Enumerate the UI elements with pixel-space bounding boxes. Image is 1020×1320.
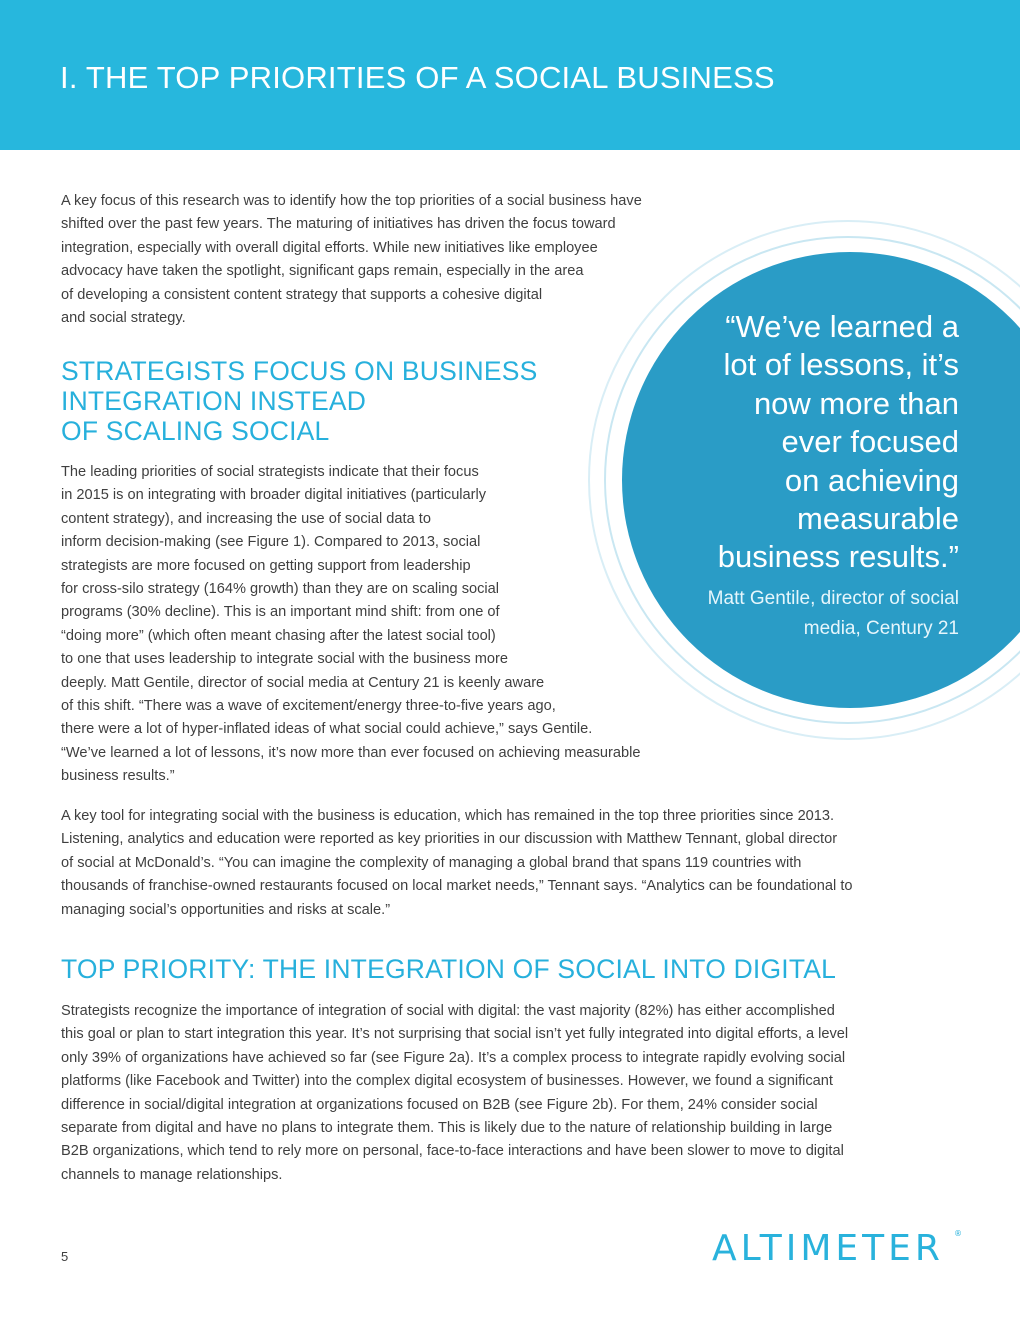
text-line: and social strategy. <box>61 310 186 327</box>
strategists-paragraph <box>61 461 640 789</box>
education-paragraph <box>61 805 853 922</box>
text-line: Listening, analytics and education were reported as key priorities in our discussion with Matthew Tennant, global director <box>61 831 838 848</box>
text-line: channels to manage relationships. <box>61 1166 283 1183</box>
attribution-line: Matt Gentile, director of social <box>707 588 959 609</box>
text-line: Strategists recognize the importance of integration of social with digital: the vast majority (82%) has either accomplished <box>61 1003 835 1019</box>
header-band <box>0 0 1020 150</box>
text-line: advocacy have taken the spotlight, significant gaps remain, especially in the area <box>61 263 584 280</box>
text-line: this goal or plan to start integration this year. It’s not surprising that social isn’t yet fully integrated into digital efforts, a level <box>61 1026 849 1043</box>
text-line: content strategy), and increasing the use of social data to <box>61 510 431 527</box>
integration-paragraph <box>61 1000 848 1187</box>
page-title: I. THE TOP PRIORITIES OF A SOCIAL BUSINESS <box>60 60 775 95</box>
text-line: “We’ve learned a lot of lessons, it’s now more than ever focused on achieving measurable <box>61 744 641 761</box>
text-line: separate from digital and have no plans to integrate them. This is likely due to the nature of relationship building in large <box>61 1120 833 1137</box>
text-line: A key tool for integrating social with the business is education, which has remained in the top three priorities since 2013. <box>61 808 835 824</box>
text-line: “doing more” (which often meant chasing after the latest social tool) <box>61 627 496 644</box>
text-line: managing social’s opportunities and risks at scale.” <box>61 901 391 918</box>
heading-line: INTEGRATION INSTEAD <box>61 386 367 416</box>
text-line: business results.” <box>61 768 175 785</box>
text-line: in 2015 is on integrating with broader digital initiatives (particularly <box>61 487 487 504</box>
text-line: thousands of franchise-owned restaurants focused on local market needs,” Tennant says. “Analytics can be foundational to <box>61 878 853 895</box>
text-line: inform decision-making (see Figure 1). Compared to 2013, social <box>61 534 481 551</box>
quote-line: “We’ve learned a <box>725 309 959 344</box>
text-line: for cross-silo strategy (164% growth) than they are on scaling social <box>61 581 500 598</box>
registered-mark: ® <box>954 1229 962 1238</box>
text-line: B2B organizations, which tend to rely more on personal, face-to-face interactions and have been slower to move to digital <box>61 1143 844 1160</box>
text-line: to one that uses leadership to integrate social with the business more <box>61 651 508 668</box>
text-line: platforms (like Facebook and Twitter) into the complex digital ecosystem of businesses. However, we found a significant <box>61 1073 833 1090</box>
quote-line: now more than <box>753 385 959 421</box>
text-line: only 39% of organizations have achieved so far (see Figure 2a). It’s a complex process to integrate rapidly evolving social <box>61 1049 846 1066</box>
section-heading-strategists <box>61 356 538 446</box>
section-heading-top-priority: TOP PRIORITY: THE INTEGRATION OF SOCIAL INTO DIGITAL <box>61 954 837 984</box>
quote-line: measurable <box>797 501 959 537</box>
text-line: shifted over the past few years. The maturing of initiatives has driven the focus toward <box>61 216 616 233</box>
quote-line: business results.” <box>717 539 959 575</box>
text-line: there were a lot of hyper-inflated ideas of what social could achieve,” says Gentile. <box>61 721 593 738</box>
heading-line: OF SCALING SOCIAL <box>61 416 330 446</box>
text-line: deeply. Matt Gentile, director of social media at Century 21 is keenly aware <box>61 674 545 691</box>
text-line: strategists are more focused on getting support from leadership <box>61 557 471 574</box>
pull-quote <box>659 308 959 577</box>
logo-text: ALTIMETER <box>712 1228 944 1266</box>
quote-attribution <box>659 584 959 644</box>
text-line: difference in social/digital integration at organizations focused on B2B (see Figure 2b). For them, 24% consider social <box>61 1096 818 1113</box>
quote-line: ever focused <box>781 424 959 460</box>
text-line: programs (30% decline). This is an important mind shift: from one of <box>61 604 500 621</box>
text-line: of this shift. “There was a wave of excitement/energy three-to-five years ago, <box>61 698 556 715</box>
attribution-line: media, Century 21 <box>803 618 959 639</box>
quote-line: lot of lessons, it’s <box>723 347 959 383</box>
text-line: of social at McDonald’s. “You can imagine the complexity of managing a global brand that spans 119 countries with <box>61 854 802 871</box>
text-line: integration, especially with overall digital efforts. While new initiatives like employee <box>61 239 598 256</box>
text-line: A key focus of this research was to identify how the top priorities of a social business have <box>61 193 642 209</box>
page-number: 5 <box>61 1249 69 1264</box>
altimeter-logo <box>712 1226 962 1266</box>
intro-paragraph <box>61 190 642 330</box>
quote-line: on achieving <box>784 462 959 498</box>
text-line: The leading priorities of social strategists indicate that their focus <box>61 464 479 480</box>
text-line: of developing a consistent content strategy that supports a cohesive digital <box>61 286 543 303</box>
heading-line: STRATEGISTS FOCUS ON BUSINESS <box>61 356 538 386</box>
